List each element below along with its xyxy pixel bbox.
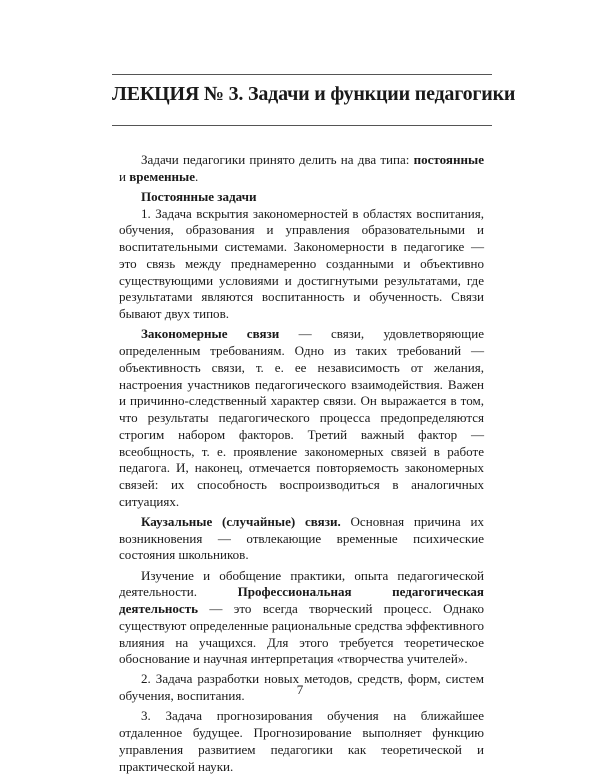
- term-temporary: временные: [129, 168, 196, 184]
- lecture-title: ЛЕКЦИЯ № 3. Задачи и функции педагогики: [112, 83, 516, 105]
- title-top-rule: [112, 74, 492, 75]
- term-causal-links: Каузальные (случайные) связи.: [141, 513, 341, 529]
- intro-paragraph: Задачи педагогики принято делить на два типа: постоянные и временные.: [119, 152, 484, 184]
- title-bottom-rule: [112, 125, 492, 126]
- term-professional-activity: Профессиональная педагогическая деятельность: [119, 584, 484, 617]
- term-permanent: постоянные: [413, 152, 484, 167]
- task-3-paragraph: 3. Задача прогнозирования обучения на ближайшее отдаленное будущее. Прогнозирование выполняет функцию управления развитием педагогики как теоретической и практической науки.: [119, 708, 484, 774]
- causal-links-paragraph: Каузальные (случайные) связи. Основная причина их возникновения — отвлекающие временные психические состояния школьников.: [119, 513, 484, 563]
- term-regular-links: Закономерные связи: [141, 326, 280, 342]
- regular-links-paragraph: Закономерные связи — связи, удовлетворяющие определенным требованиям. Одно из таких требований — объективность связи, т. е. ее независимость от желания, настроения участников педагогического взаимодействия. Важен и причинно-следственный характер связи. Он выражается в том, что результаты педагогического процесса предопределяются строгим набором факторов. Третий важный фактор — всеобщность, т. е. проявление закономерных связей в работе педагога. И, наконец, отмечается повторяемость закономерных связей: их способность воспроизводиться в аналогичных ситуациях.: [119, 326, 484, 509]
- practice-paragraph: Изучение и обобщение практики, опыта педагогической деятельности. Профессиональная педагогическая деятельность — это всегда творческий процесс. Однако существуют определенные рациональные средства эффективного влияния на учащихся. Для этого требуется теоретическое обоснование и научная интерпретация «творчества учителей».: [119, 567, 485, 667]
- page-number: 7: [296, 682, 304, 697]
- task-2-paragraph: 2. Задача разработки новых методов, средств, форм, систем обучения, воспитания.: [119, 671, 484, 704]
- task-1-paragraph: 1. Задача вскрытия закономерностей в областях воспитания, обучения, образования и управления образовательными и воспитательными системами. Закономерности в педагогике — это связь между преднамеренно созданными и объективно существующими условиями и достигнутыми результатами, где результатами являются воспитанность и обученность. Связи бывают двух типов.: [119, 205, 484, 322]
- section-heading-permanent-tasks: Постоянные задачи: [141, 188, 257, 204]
